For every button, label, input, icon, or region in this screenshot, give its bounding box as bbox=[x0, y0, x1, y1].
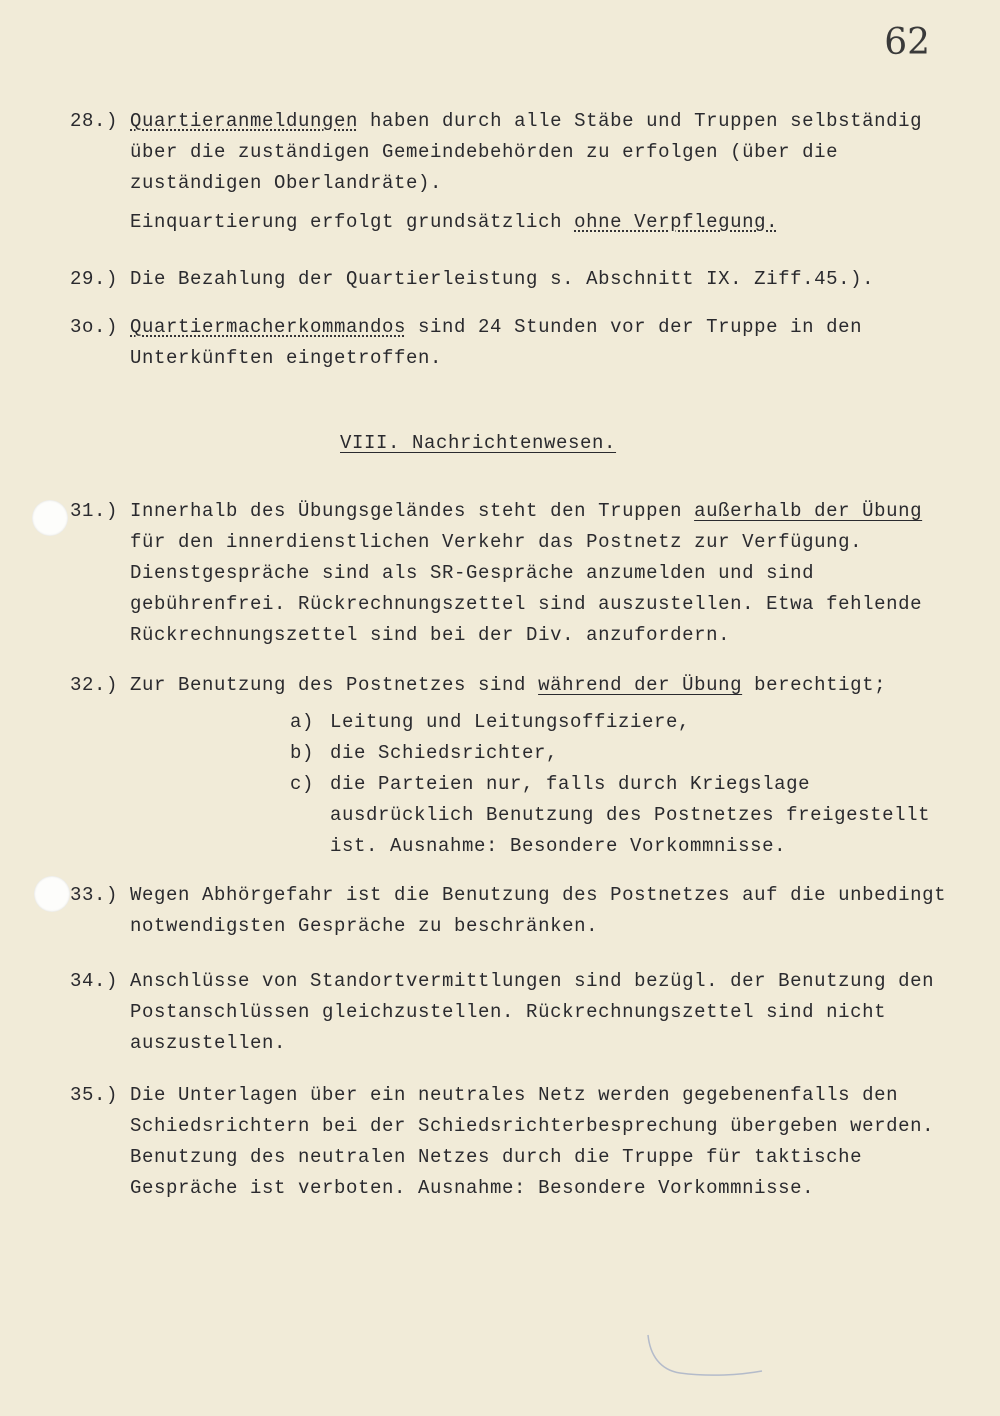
paragraph-text: haben durch alle Stäbe und Truppen selbständig über die zuständigen Gemeindebehörden zu erfolgen (über die zuständigen Oberlandräte). bbox=[130, 110, 923, 194]
paragraph-29 bbox=[70, 264, 950, 295]
paragraph-text: Innerhalb des Übungsgeländes steht den Truppen bbox=[130, 500, 695, 522]
punch-hole-bottom bbox=[34, 876, 70, 912]
paragraph-number: 31.) bbox=[70, 500, 119, 522]
list-marker: a) bbox=[290, 711, 315, 733]
paragraph-number: 35.) bbox=[70, 1084, 119, 1106]
paragraph-text: sind 24 Stunden vor der Truppe in den Unterkünften eingetroffen. bbox=[130, 316, 863, 369]
paragraph-number: 28.) bbox=[70, 110, 119, 132]
paragraph-number: 34.) bbox=[70, 970, 119, 992]
paragraph-text: Zur Benutzung des Postnetzes sind bbox=[130, 674, 539, 696]
paragraph-text: Einquartierung erfolgt grundsätzlich bbox=[130, 211, 575, 233]
paragraph-number: 32.) bbox=[70, 674, 119, 696]
authorization-list bbox=[290, 707, 950, 862]
paragraph-text: für den innerdienstlichen Verkehr das Postnetz zur Verfügung. Dienstgespräche sind als SR-Gespräche anzumelden und sind gebührenfrei. Rückrechnungszettel sind auszustellen. Etwa fehlende Rückrechnungszettel sind bei der Div. anzufordern. bbox=[130, 531, 923, 646]
paragraph-text: Die Unterlagen über ein neutrales Netz werden gegebenenfalls den Schiedsrichtern bei der Schiedsrichterbesprechung übergeben werden. Benutzung des neutralen Netzes durch die Truppe für taktische Gespräche ist verboten. Ausnahme: Besondere Vorkommnisse. bbox=[130, 1084, 935, 1199]
paragraph-text: Wegen Abhörgefahr ist die Benutzung des Postnetzes auf die unbedingt notwendigsten Gespräche zu beschränken. bbox=[130, 884, 947, 937]
list-item-text: die Parteien nur, falls durch Kriegslage ausdrücklich Benutzung des Postnetzes freigestellt ist. Ausnahme: Besondere Vorkommnisse. bbox=[330, 773, 931, 857]
paragraph-28 bbox=[70, 106, 950, 238]
paragraph-text: Anschlüsse von Standortvermittlungen sind bezügl. der Benutzung den Postanschlüssen gleichzustellen. Rückrechnungszettel sind nicht auszustellen. bbox=[130, 970, 935, 1054]
paragraph-text: Die Bezahlung der Quartierleistung s. Abschnitt IX. Ziff.45.). bbox=[130, 268, 875, 290]
paragraph-34 bbox=[70, 966, 950, 1059]
underlined-term: während der Übung bbox=[538, 674, 743, 696]
list-marker: b) bbox=[290, 742, 315, 764]
pencil-mark bbox=[640, 1325, 770, 1385]
paragraph-35 bbox=[70, 1080, 950, 1204]
list-item bbox=[290, 738, 950, 769]
underlined-term: ohne Verpflegung. bbox=[574, 211, 779, 233]
paragraph-32 bbox=[70, 670, 950, 862]
paragraph-text: berechtigt; bbox=[742, 674, 887, 696]
section-heading: VIII. Nachrichtenwesen. bbox=[340, 432, 617, 454]
list-item-text: Leitung und Leitungsoffiziere, bbox=[330, 711, 691, 733]
paragraph-number: 33.) bbox=[70, 884, 119, 906]
paragraph-33 bbox=[70, 880, 950, 942]
punch-hole-top bbox=[32, 500, 68, 536]
paragraph-number: 29.) bbox=[70, 268, 119, 290]
underlined-term: Quartiermacherkommandos bbox=[130, 316, 407, 338]
paragraph-number: 3o.) bbox=[70, 316, 119, 338]
page-number: 62 bbox=[884, 22, 930, 63]
paragraph-31 bbox=[70, 496, 950, 651]
underlined-term: außerhalb der Übung bbox=[694, 500, 923, 522]
underlined-term: Quartieranmeldungen bbox=[130, 110, 359, 132]
list-item-text: die Schiedsrichter, bbox=[330, 742, 559, 764]
list-item bbox=[290, 769, 950, 862]
list-marker: c) bbox=[290, 773, 315, 795]
paragraph-30 bbox=[70, 312, 950, 374]
list-item bbox=[290, 707, 950, 738]
